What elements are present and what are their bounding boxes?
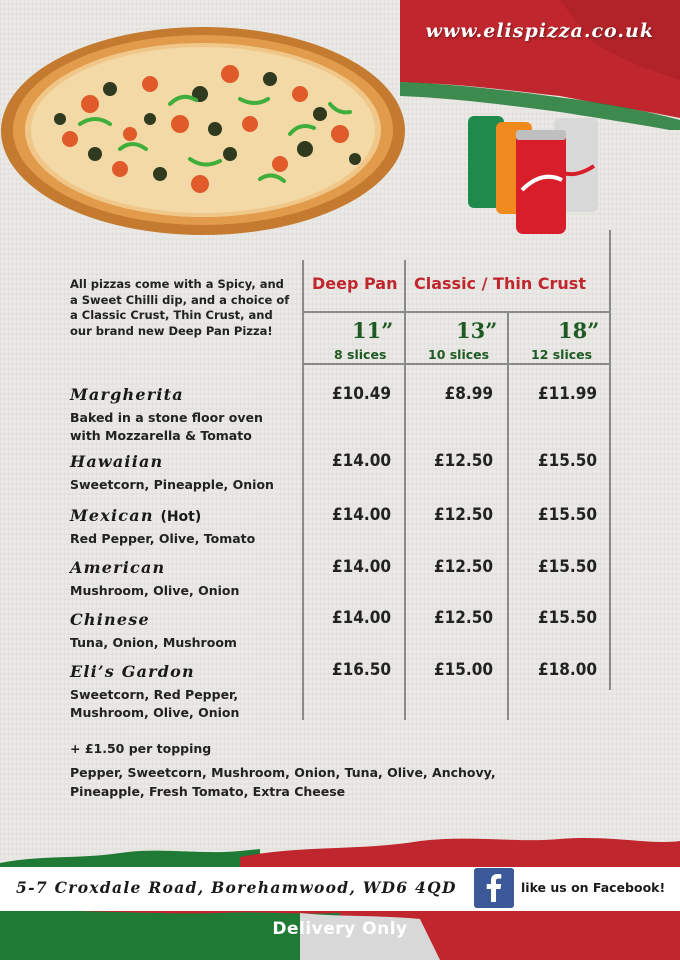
size-11: 11” <box>352 318 394 343</box>
price-13: £8.99 <box>444 384 493 404</box>
pizza-image <box>0 24 410 236</box>
price-13: £12.50 <box>433 608 493 628</box>
pizza-tag: (Hot) <box>160 509 202 525</box>
pizza-name: Hawaiian <box>70 452 164 471</box>
topping-list: Pepper, Sweetcorn, Mushroom, Onion, Tuna, Olive, Anchovy, Pineapple, Fresh Tomato, Extra Cheese <box>70 765 496 799</box>
intro-text: All pizzas come with a Spicy, and a Sweet Chilli dip, and a choice of a Classic Crust, Thin Crust, and our brand new Deep Pan Pizza! <box>70 277 290 338</box>
table-divider <box>404 260 406 720</box>
store-address: 5-7 Croxdale Road, Borehamwood, WD6 4QD <box>16 878 457 897</box>
table-divider <box>302 363 611 365</box>
pizza-name: American <box>70 558 166 577</box>
price-deep-pan: £14.00 <box>331 557 391 577</box>
soft-drink-cans-image <box>462 110 610 238</box>
slices-13: 10 slices <box>428 347 490 362</box>
classic-thin-header: Classic / Thin Crust <box>414 274 586 293</box>
price-13: £12.50 <box>433 505 493 525</box>
price-deep-pan: £14.00 <box>331 608 391 628</box>
size-13: 13” <box>456 318 498 343</box>
price-13: £15.00 <box>433 660 493 680</box>
price-deep-pan: £14.00 <box>331 505 391 525</box>
delivery-note: Delivery Only <box>272 919 408 939</box>
price-18: £11.99 <box>537 384 597 404</box>
website-url[interactable]: www.elispizza.co.uk <box>425 20 654 42</box>
table-divider <box>302 311 611 313</box>
table-divider <box>302 260 304 720</box>
pizza-name: Mexican (Hot) <box>70 506 202 525</box>
slices-11: 8 slices <box>334 347 387 362</box>
price-deep-pan: £14.00 <box>331 451 391 471</box>
pizza-name: Margherita <box>70 385 184 404</box>
pizza-description: Sweetcorn, Red Pepper, Mushroom, Olive, Onion <box>70 687 240 720</box>
pizza-name: Eli’s Gardon <box>70 662 195 681</box>
price-deep-pan: £10.49 <box>331 384 391 404</box>
pizza-description: Baked in a stone floor oven with Mozzarella & Tomato <box>70 410 263 443</box>
pizza-description: Red Pepper, Olive, Tomato <box>70 531 256 546</box>
price-13: £12.50 <box>433 451 493 471</box>
table-divider <box>507 312 509 720</box>
pizza-description: Sweetcorn, Pineapple, Onion <box>70 477 274 492</box>
pizza-name: Chinese <box>70 610 150 629</box>
deep-pan-header: Deep Pan <box>312 274 398 293</box>
size-18: 18” <box>558 318 600 343</box>
price-18: £15.50 <box>537 557 597 577</box>
slices-18: 12 slices <box>531 347 593 362</box>
facebook-icon[interactable] <box>474 868 514 908</box>
facebook-link[interactable]: like us on Facebook! <box>521 880 666 895</box>
topping-price: + £1.50 per topping <box>70 741 212 756</box>
price-deep-pan: £16.50 <box>331 660 391 680</box>
table-divider <box>609 230 611 690</box>
price-18: £15.50 <box>537 505 597 525</box>
price-18: £15.50 <box>537 451 597 471</box>
pizza-description: Tuna, Onion, Mushroom <box>70 635 237 650</box>
price-13: £12.50 <box>433 557 493 577</box>
pizza-description: Mushroom, Olive, Onion <box>70 583 240 598</box>
price-18: £15.50 <box>537 608 597 628</box>
price-18: £18.00 <box>537 660 597 680</box>
